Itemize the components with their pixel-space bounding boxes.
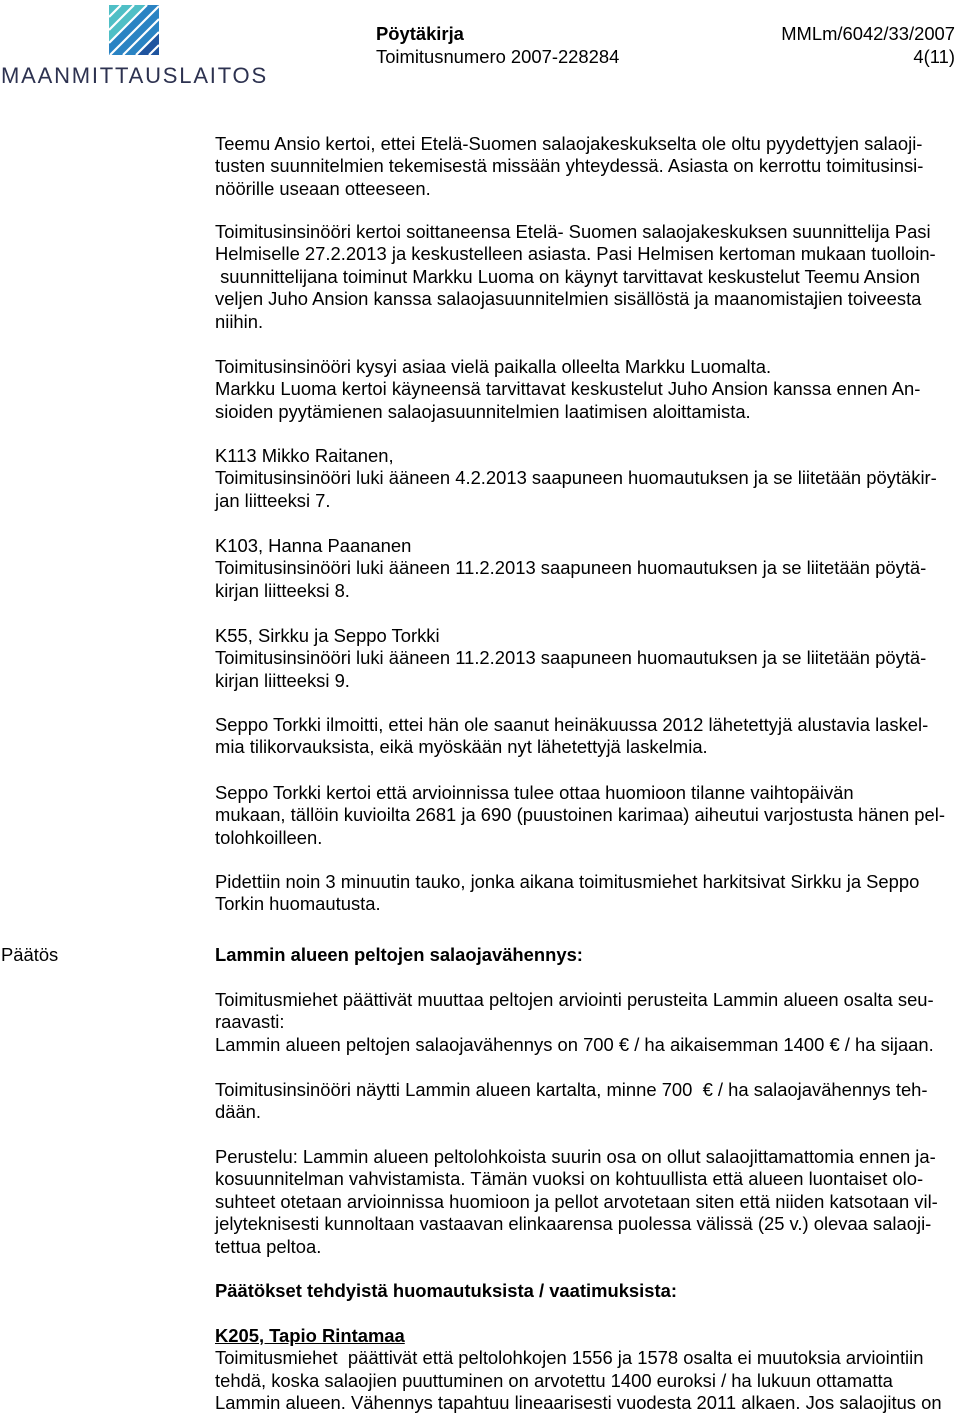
- minutes-paragraph: [215, 221, 936, 333]
- section-heading: Lammin alueen peltojen salaojavähennys:: [215, 944, 583, 965]
- claims-heading: [215, 1280, 677, 1302]
- text-line: mia tilikorvauksista, eikä myöskään nyt lähetettyjä laskelmia.: [215, 736, 708, 758]
- text-line: Toimitusinsinööri luki ääneen 11.2.2013 saapuneen huomautuksen ja se liitetään pöytä-: [215, 557, 927, 579]
- text-line: Lammin alueen peltojen salaojavähennys on 700 € / ha aikaisemman 1400 € / ha sijaan.: [215, 1033, 934, 1055]
- text-line: tusten suunnitelmien tekemisestä missään yhteydessä. Asiasta on kerrottu toimitusinsi-: [215, 155, 924, 177]
- text-line: Toimitusmiehet päättivät muuttaa peltojen arviointi perusteita Lammin alueen osalta seu-: [215, 989, 934, 1010]
- document-type: Pöytäkirja: [376, 23, 464, 44]
- claim-title-text: K205, Tapio Rintamaa: [215, 1325, 405, 1346]
- text-line: kosuunnitelman vahvistamista. Tämän vuoksi on kohtuullista että alueen luontaiset olo-: [215, 1168, 924, 1190]
- minutes-paragraph: [215, 445, 937, 512]
- decision-paragraph: [215, 1079, 928, 1124]
- text-line: K113 Mikko Raitanen,: [215, 445, 394, 466]
- case-number: Toimitusnumero 2007-228284: [376, 46, 620, 67]
- text-line: tolohkoilleen.: [215, 826, 323, 848]
- text-line: kirjan liitteeksi 8.: [215, 579, 350, 601]
- text-line: raavasti:: [215, 1011, 285, 1033]
- text-line: nöörille useaan otteeseen.: [215, 177, 431, 199]
- text-line: kirjan liitteeksi 9.: [215, 669, 350, 691]
- text-line: K55, Sirkku ja Seppo Torkki: [215, 625, 440, 646]
- text-line: niihin.: [215, 310, 264, 332]
- text-line: Pidettiin noin 3 minuutin tauko, jonka aikana toimitusmiehet harkitsivat Sirkku ja Seppo: [215, 871, 920, 892]
- text-line: Toimitusinsinööri kysyi asiaa vielä paikalla olleelta Markku Luomalta.: [215, 356, 772, 377]
- minutes-paragraph: [215, 356, 920, 423]
- text-line: Toimitusinsinööri luki ääneen 11.2.2013 saapuneen huomautuksen ja se liitetään pöytä-: [215, 647, 927, 669]
- text-line: K103, Hanna Paananen: [215, 535, 412, 556]
- minutes-paragraph: [215, 625, 926, 692]
- margin-label-decision: Päätös: [1, 944, 59, 965]
- text-line: mukaan, tällöin kuvioilta 2681 ja 690 (puustoinen karimaa) aiheutui varjostusta hänen pel-: [215, 804, 945, 826]
- text-line: tehdä, koska salaojien puuttuminen on arvotettu 1400 euroksi / ha lukuun ottamatta: [215, 1369, 893, 1391]
- text-line: Helmiselle 27.2.2013 ja keskustelleen asiasta. Pasi Helmisen kertoman mukaan tuolloin-: [215, 243, 936, 265]
- logo-wordmark: MAANMITTAUSLAITOS: [1, 63, 268, 88]
- maanmittauslaitos-emblem-icon: [108, 4, 160, 56]
- text-line: Toimitusinsinööri kertoi soittaneensa Etelä- Suomen salaojakeskuksen suunnittelija Pasi: [215, 221, 931, 242]
- minutes-paragraph: [215, 133, 923, 200]
- text-line: Seppo Torkki ilmoitti, ettei hän ole saanut heinäkuussa 2012 lähetettyjä alustavia laskel-: [215, 714, 929, 735]
- minutes-paragraph: [215, 871, 919, 916]
- decision-paragraph: [215, 989, 934, 1056]
- text-line: suhteet otetaan arvioinnissa huomioon ja pellot arvotetaan siten että niiden katsotaan vil-: [215, 1190, 938, 1212]
- claim-title: [215, 1325, 942, 1347]
- text-line: sioiden pyytämienen salaojasuunnitelmien laatimisen aloittamista.: [215, 400, 751, 422]
- minutes-paragraph: [215, 782, 945, 849]
- text-line: Toimitusinsinööri näytti Lammin alueen kartalta, minne 700 € / ha salaojavähennys teh-: [215, 1079, 928, 1100]
- claim-block: [215, 1325, 942, 1415]
- text-line: Toimitusmiehet päättivät että peltolohkojen 1556 ja 1578 osalta ei muutoksia arviointiin: [215, 1347, 924, 1369]
- text-line: veljen Juho Ansion kanssa salaojasuunnitelmien sisällöstä ja maanomistajien toiveesta: [215, 288, 922, 310]
- decision-heading: [215, 944, 583, 966]
- decision-paragraph: [215, 1146, 938, 1258]
- text-line: suunnittelijana toiminut Markku Luoma on käynyt tarvittavat keskustelut Teemu Ansion: [215, 265, 921, 287]
- text-line: tettua peltoa.: [215, 1235, 322, 1257]
- text-line: Torkin huomautusta.: [215, 893, 381, 915]
- text-line: Teemu Ansio kertoi, ettei Etelä-Suomen salaojakeskukselta ole oltu pyydettyjen salaoji-: [215, 133, 923, 154]
- text-line: Perustelu: Lammin alueen peltolohkoista suurin osa on ollut salaojittamattomia ennen ja-: [215, 1146, 936, 1167]
- text-line: Markku Luoma kertoi käyneensä tarvittavat keskustelut Juho Ansion kanssa ennen An-: [215, 378, 921, 400]
- minutes-paragraph: [215, 714, 928, 759]
- document-reference: MMLm/6042/33/2007: [781, 23, 955, 44]
- text-line: dään.: [215, 1101, 262, 1123]
- text-line: Toimitusinsinööri luki ääneen 4.2.2013 saapuneen huomautuksen ja se liitetään pöytäkir-: [215, 467, 937, 489]
- minutes-paragraph: [215, 535, 926, 602]
- section-heading: Päätökset tehdyistä huomautuksista / vaatimuksista:: [215, 1280, 677, 1301]
- text-line: Lammin alueen. Vähennys tapahtuu lineaarisesti vuodesta 2011 alkaen. Jos salaojitus on: [215, 1392, 942, 1414]
- text-line: jan liitteeksi 7.: [215, 489, 331, 511]
- text-line: Seppo Torkki kertoi että arvioinnissa tulee ottaa huomioon tilanne vaihtopäivän: [215, 782, 854, 803]
- text-line: jelyteknisesti kunnoltaan vastaavan elinkaarensa puolessa välissä (25 v.) olevaa salaoji-: [215, 1213, 932, 1235]
- page-number: 4(11): [913, 46, 955, 67]
